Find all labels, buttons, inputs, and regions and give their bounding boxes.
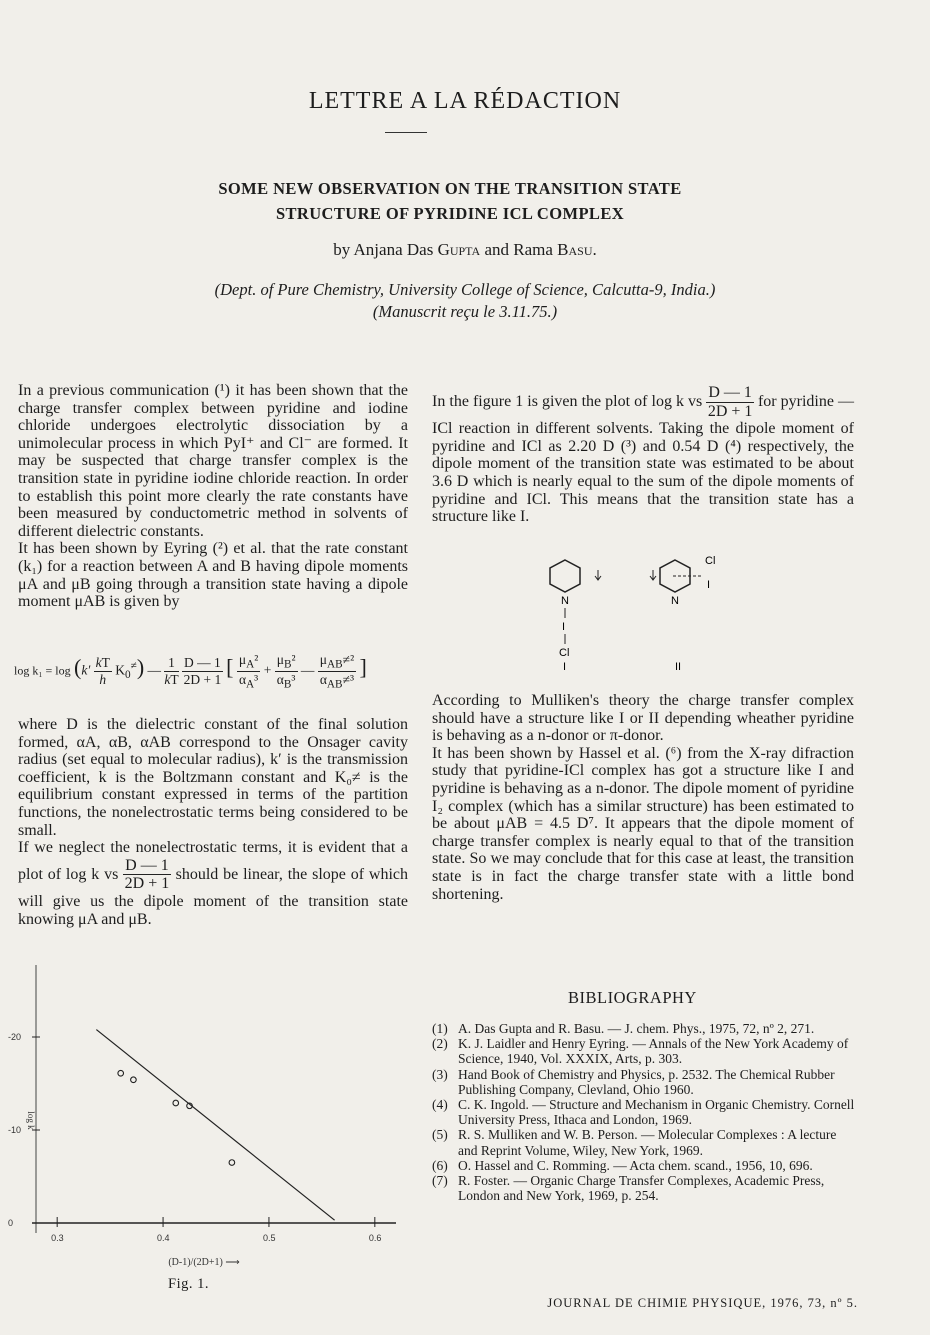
journal-footer: JOURNAL DE CHIMIE PHYSIQUE, 1976, 73, nº 5. xyxy=(547,1296,858,1310)
title-divider xyxy=(385,132,427,133)
right-column-lower xyxy=(432,692,854,903)
received-date: (Manuscrit reçu le 3.11.75.) xyxy=(372,302,558,321)
affiliation-block xyxy=(0,279,930,323)
x-axis-label: (D-1)/(2D+1) ⟶ xyxy=(168,1257,240,1268)
structure-label-II: II xyxy=(675,661,682,673)
author1-surname: Gupta xyxy=(437,240,481,259)
figure-caption: Fig. 1. xyxy=(168,1276,209,1292)
x-tick-label: 0.5 xyxy=(262,1233,276,1243)
x-tick-label: 0.6 xyxy=(368,1233,382,1243)
right-paragraph-1: In the figure 1 is given the plot of log k vs $\frac{D — 1}{2D + 1}$ for pyridine — ICl reaction in different solvents. Taking the dipole moment of pyridine and ICl as 2.20 D (³) and 0.54 D (⁴) respectively, the dipole moment of the transition state was estimated to be about 3.6 D which is nearly equal to the sum of the dipole moments of pyridine and ICl. This means that the transition state has a structure like I. xyxy=(432,384,855,526)
left-paragraph-2: It has been shown by Eyring (²) et al. that the rate constant (k₁) for a reaction between A and B having dipole moments μA and μB going through a transition state having a dipole moment μAB is given by xyxy=(18,540,408,611)
structure-label-I: I xyxy=(563,661,567,673)
bibliography-item: (6) O. Hassel and C. Romming. — Acta chem. scand., 1956, 10, 696. xyxy=(432,1157,813,1173)
x-tick-label: 0.3 xyxy=(51,1233,64,1243)
atom-N-II: N xyxy=(671,595,679,607)
figure-1-plot xyxy=(6,965,406,1275)
data-point xyxy=(131,1077,137,1083)
formula-fraction: $\frac{D — 1}{2D + 1}$ xyxy=(183,654,222,687)
atom-Cl-I: Cl xyxy=(559,647,570,659)
right-paragraph-2: According to Mulliken's theory the charge transfer complex should have a structure like I or II depending wheather pyridine is behaving as a n-donor or π-donor. xyxy=(432,692,854,745)
fit-line xyxy=(96,1030,334,1221)
title-line-2: STRUCTURE OF PYRIDINE ICL COMPLEX xyxy=(275,204,625,223)
bibliography-list xyxy=(432,1021,856,1203)
inline-fraction: $\frac{D — 1}{2D + 1}$ xyxy=(124,856,170,893)
left-paragraph-3: where D is the dielectric constant of the final solution formed, αA, αB, αAB correspond to the Onsager cavity radius (set equal to molecular radius), k′ is the transmission coefficient, k is the Boltzmann constant and K₀≠ is the equilibrium constant expressed in terms of the partition functions, the nonelectrostatic terms being considered to be small. xyxy=(18,716,408,839)
article-title xyxy=(90,176,810,226)
left-column-lower xyxy=(18,716,408,928)
right-paragraph-3: It has been shown by Hassel et al. (⁶) from the X-ray difraction study that pyridine-ICl complex has got a structure like I and pyridine is behaving as a n-donor. The dipole moment of pyridine I₂ complex (which has a similar structure) has been estimated to be about μAB = 4.5 D⁷. It appears that the dipole moment of charge transfer complex is nearly equal to that of the transition state. So we may conclude that for this case at least, the transition state is in fact the charge transfer state with a little bond shortening. xyxy=(432,744,854,903)
arrow-I xyxy=(595,570,601,580)
x-tick-label: 0.4 xyxy=(157,1233,170,1243)
y-axis-label: log k xyxy=(26,1111,36,1130)
atom-Cl-II: Cl xyxy=(705,555,716,567)
atom-I: I xyxy=(562,621,566,633)
arrow-II xyxy=(650,570,656,580)
bibliography-item: (4) C. K. Ingold. — Structure and Mechanism in Organic Chemistry. Cornell University Press, Ithaca and London, 1969. xyxy=(432,1097,855,1128)
inline-fraction-right: $\frac{D — 1}{2D + 1}$ xyxy=(707,384,753,420)
left-paragraph-1: In a previous communication (¹) it has been shown that the charge transfer complex between pyridine and iodine chloride undergoes electrolytic dissociation by a unimolecular process in which PyI⁺ and Cl⁻ are formed. It may be suspected that charge transfer complex is the transition state in pyridine iodine chloride reaction. In order to establish this point more clearly the rate constants have been measured by conductometric method in solvents of different dielectric constants. xyxy=(18,382,408,540)
y-tick-label: -10 xyxy=(8,1125,22,1135)
bibliography-heading: BIBLIOGRAPHY xyxy=(568,988,697,1007)
author2-surname: Basu xyxy=(557,240,593,259)
y-tick-label: -20 xyxy=(8,1032,22,1042)
complex-structures-diagram xyxy=(535,552,735,682)
byline xyxy=(0,240,930,260)
pyridine-ring-I xyxy=(550,560,580,592)
bibliography-item: (5) R. S. Mulliken and W. B. Person. — Molecular Complexes : A lecture and Reprint Volume, Wiley, New York, 1969. xyxy=(432,1127,837,1158)
left-paragraph-4: If we neglect the nonelectrostatic terms, it is evident that a plot of log k vs $\frac{D — 1}{2D + 1}$ should be linear, the slope of which will give us the dipole moment of the transition state knowing μA and μB. xyxy=(18,839,409,928)
title-line-1: SOME NEW OBSERVATION ON THE TRANSITION STATE xyxy=(218,179,682,198)
eyring-equation: log k₁ = log (k′ $\frac{kT}{h}$ $K_0^\ne$) — $\frac{1}{kT}$ $\frac{D — 1}{2D + 1}$ [ $\frac{\mu_A^2}{\alpha_A^3}$ + $\frac{\mu_B^2}{\alpha_B^3}$ — $\frac{\mu_{AB}\ne^2}{\alpha_{AB}\ne^3}$ ] xyxy=(14,652,367,691)
byline-mid: and Rama xyxy=(480,240,558,259)
y-tick-label: 0 xyxy=(8,1218,14,1228)
left-column xyxy=(18,382,408,644)
bibliography-item: (1) A. Das Gupta and R. Basu. — J. chem. Phys., 1975, 72, nº 2, 271. xyxy=(432,1021,815,1036)
bibliography-item: (7) R. Foster. — Organic Charge Transfer Complexes, Academic Press, London and New York, 1969, p. 254. xyxy=(432,1173,825,1204)
bibliography-item: (3) Hand Book of Chemistry and Physics, p. 2532. The Chemical Rubber Publishing Company, Clevland, Ohio 1960. xyxy=(432,1066,835,1097)
atom-I-II: I xyxy=(707,579,711,591)
section-heading: LETTRE A LA RÉDACTION xyxy=(308,88,622,114)
byline-suffix: . xyxy=(592,240,597,259)
right-column xyxy=(432,384,854,526)
data-point xyxy=(173,1100,179,1106)
data-point xyxy=(229,1160,235,1166)
formula-lhs: log k₁ = log xyxy=(14,663,71,678)
affiliation: (Dept. of Pure Chemistry, University College of Science, Calcutta-9, India.) xyxy=(214,280,716,299)
atom-N-I: N xyxy=(561,595,569,607)
data-point xyxy=(118,1070,124,1076)
byline-prefix: by Anjana Das xyxy=(333,240,438,259)
bibliography-item: (2) K. J. Laidler and Henry Eyring. — Annals of the New York Academy of Science, 1940, Vol. XXXIX, Arts, p. 303. xyxy=(432,1036,849,1067)
